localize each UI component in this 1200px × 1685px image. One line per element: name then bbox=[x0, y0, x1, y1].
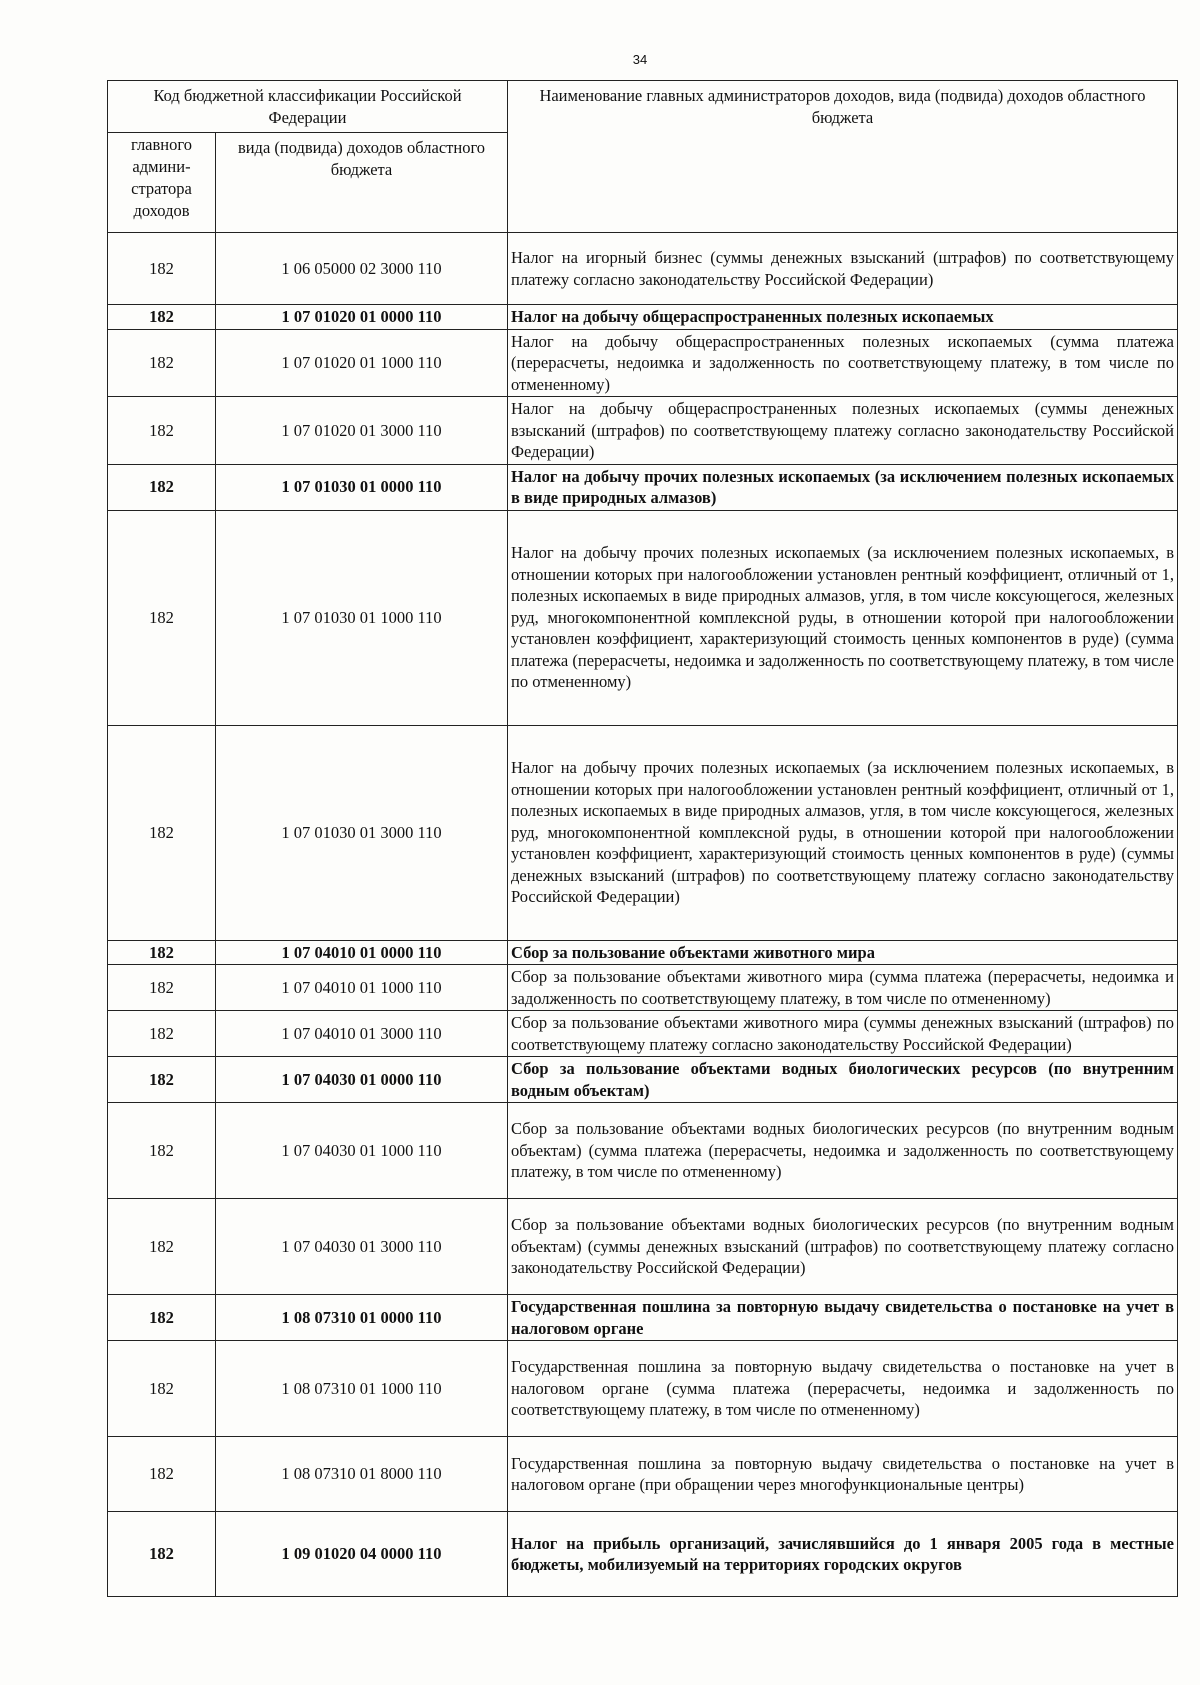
description-cell: Налог на добычу прочих полезных ископаемых (за исключением полезных ископаемых в виде природных алмазов) bbox=[508, 464, 1178, 510]
budget-classification-table bbox=[107, 80, 1178, 1597]
admin-code-cell: 182 bbox=[108, 1011, 216, 1057]
table-row bbox=[108, 940, 1178, 965]
income-code-cell: 1 07 04030 01 1000 110 bbox=[216, 1103, 508, 1199]
table-row bbox=[108, 1512, 1178, 1597]
table-row bbox=[108, 464, 1178, 510]
admin-code-cell: 182 bbox=[108, 1199, 216, 1295]
description-cell: Налог на добычу общераспространенных полезных ископаемых bbox=[508, 305, 1178, 330]
income-code-cell: 1 07 04010 01 0000 110 bbox=[216, 940, 508, 965]
table-row bbox=[108, 329, 1178, 397]
table-row bbox=[108, 1295, 1178, 1341]
description-cell: Государственная пошлина за повторную выдачу свидетельства о постановке на учет в налоговом органе bbox=[508, 1295, 1178, 1341]
income-code-cell: 1 07 01020 01 3000 110 bbox=[216, 397, 508, 465]
description-cell: Налог на прибыль организаций, зачислявшийся до 1 января 2005 года в местные бюджеты, мобилизуемый на территориях городских округов bbox=[508, 1512, 1178, 1597]
table-row bbox=[108, 510, 1178, 725]
admin-code-cell: 182 bbox=[108, 1341, 216, 1437]
admin-code-cell: 182 bbox=[108, 965, 216, 1011]
admin-code-cell: 182 bbox=[108, 1295, 216, 1341]
description-cell: Налог на добычу прочих полезных ископаемых (за исключением полезных ископаемых, в отношении которых при налогообложении установлен рентный коэффициент, отличный от 1, полезных ископаемых в виде природных алмазов, угля, в том числе коксующегося, железных руд, многокомпонентной комплексной руды, в отношении которой при налогообложении установлен коэффициент, характеризующий стоимость ценных компонентов в руде) (сумма платежа (перерасчеты, недоимка и задолженность по соответствующему платежу, в том числе по отмененному) bbox=[508, 510, 1178, 725]
admin-code-cell: 182 bbox=[108, 305, 216, 330]
admin-code-cell: 182 bbox=[108, 329, 216, 397]
header-classification-code: Код бюджетной классификации Российской Федерации bbox=[108, 81, 508, 133]
income-code-cell: 1 06 05000 02 3000 110 bbox=[216, 233, 508, 305]
admin-code-cell: 182 bbox=[108, 510, 216, 725]
income-code-cell: 1 07 01030 01 3000 110 bbox=[216, 725, 508, 940]
header-admin-column: главного админи-стратора доходов bbox=[108, 133, 216, 233]
table-row bbox=[108, 1103, 1178, 1199]
admin-code-cell: 182 bbox=[108, 1437, 216, 1512]
description-cell: Сбор за пользование объектами водных биологических ресурсов (по внутренним водным объектам) (сумма платежа (перерасчеты, недоимка и задолженность по соответствующему платежу, в том числе по отмененному) bbox=[508, 1103, 1178, 1199]
description-cell: Государственная пошлина за повторную выдачу свидетельства о постановке на учет в налоговом органе (сумма платежа (перерасчеты, недоимка и задолженность по соответствующему платежу, в том числе по отмененному) bbox=[508, 1341, 1178, 1437]
table-row bbox=[108, 1341, 1178, 1437]
table-row bbox=[108, 397, 1178, 465]
income-code-cell: 1 07 01020 01 0000 110 bbox=[216, 305, 508, 330]
income-code-cell: 1 07 04030 01 3000 110 bbox=[216, 1199, 508, 1295]
header-income-type-column: вида (подвида) доходов областного бюджета bbox=[216, 133, 508, 233]
income-code-cell: 1 07 01020 01 1000 110 bbox=[216, 329, 508, 397]
description-cell: Сбор за пользование объектами водных биологических ресурсов (по внутренним водным объектам) bbox=[508, 1057, 1178, 1103]
table-body bbox=[108, 233, 1178, 1597]
income-code-cell: 1 08 07310 01 0000 110 bbox=[216, 1295, 508, 1341]
income-code-cell: 1 07 04030 01 0000 110 bbox=[216, 1057, 508, 1103]
description-cell: Сбор за пользование объектами животного мира (сумма платежа (перерасчеты, недоимка и задолженность по соответствующему платежу, в том числе по отмененному) bbox=[508, 965, 1178, 1011]
table-row bbox=[108, 305, 1178, 330]
header-row-1 bbox=[108, 81, 1178, 133]
admin-code-cell: 182 bbox=[108, 397, 216, 465]
table-row bbox=[108, 1057, 1178, 1103]
income-code-cell: 1 08 07310 01 8000 110 bbox=[216, 1437, 508, 1512]
admin-code-cell: 182 bbox=[108, 725, 216, 940]
table-row bbox=[108, 725, 1178, 940]
income-code-cell: 1 07 04010 01 3000 110 bbox=[216, 1011, 508, 1057]
description-cell: Сбор за пользование объектами водных биологических ресурсов (по внутренним водным объектам) (суммы денежных взысканий (штрафов) по соответствующему платежу согласно законодательству Российской Федерации) bbox=[508, 1199, 1178, 1295]
description-cell: Налог на добычу общераспространенных полезных ископаемых (сумма платежа (перерасчеты, недоимка и задолженность по соответствующему платежу, в том числе по отмененному) bbox=[508, 329, 1178, 397]
admin-code-cell: 182 bbox=[108, 464, 216, 510]
description-cell: Налог на добычу общераспространенных полезных ископаемых (суммы денежных взысканий (штрафов) по соответствующему платежу согласно законодательству Российской Федерации) bbox=[508, 397, 1178, 465]
admin-code-cell: 182 bbox=[108, 940, 216, 965]
income-code-cell: 1 09 01020 04 0000 110 bbox=[216, 1512, 508, 1597]
admin-code-cell: 182 bbox=[108, 1057, 216, 1103]
income-code-cell: 1 08 07310 01 1000 110 bbox=[216, 1341, 508, 1437]
admin-code-cell: 182 bbox=[108, 233, 216, 305]
description-cell: Сбор за пользование объектами животного мира bbox=[508, 940, 1178, 965]
income-code-cell: 1 07 01030 01 1000 110 bbox=[216, 510, 508, 725]
header-name-column: Наименование главных администраторов доходов, вида (подвида) доходов областного бюджета bbox=[508, 81, 1178, 233]
admin-code-cell: 182 bbox=[108, 1512, 216, 1597]
table-row bbox=[108, 965, 1178, 1011]
description-cell: Государственная пошлина за повторную выдачу свидетельства о постановке на учет в налоговом органе (при обращении через многофункциональные центры) bbox=[508, 1437, 1178, 1512]
page-number: 34 bbox=[632, 52, 648, 67]
table-row bbox=[108, 1437, 1178, 1512]
income-code-cell: 1 07 01030 01 0000 110 bbox=[216, 464, 508, 510]
table-row bbox=[108, 233, 1178, 305]
description-cell: Налог на добычу прочих полезных ископаемых (за исключением полезных ископаемых, в отношении которых при налогообложении установлен рентный коэффициент, отличный от 1, полезных ископаемых в виде природных алмазов, угля, в том числе коксующегося, железных руд, многокомпонентной комплексной руды, в отношении которой при налогообложении установлен коэффициент, характеризующий стоимость ценных компонентов в руде) (суммы денежных взысканий (штрафов) по соответствующему платежу согласно законодательству Российской Федерации) bbox=[508, 725, 1178, 940]
admin-code-cell: 182 bbox=[108, 1103, 216, 1199]
description-cell: Налог на игорный бизнес (суммы денежных взысканий (штрафов) по соответствующему платежу согласно законодательству Российской Федерации) bbox=[508, 233, 1178, 305]
income-code-cell: 1 07 04010 01 1000 110 bbox=[216, 965, 508, 1011]
table-row bbox=[108, 1199, 1178, 1295]
table-row bbox=[108, 1011, 1178, 1057]
description-cell: Сбор за пользование объектами животного мира (суммы денежных взысканий (штрафов) по соответствующему платежу согласно законодательству Российской Федерации) bbox=[508, 1011, 1178, 1057]
